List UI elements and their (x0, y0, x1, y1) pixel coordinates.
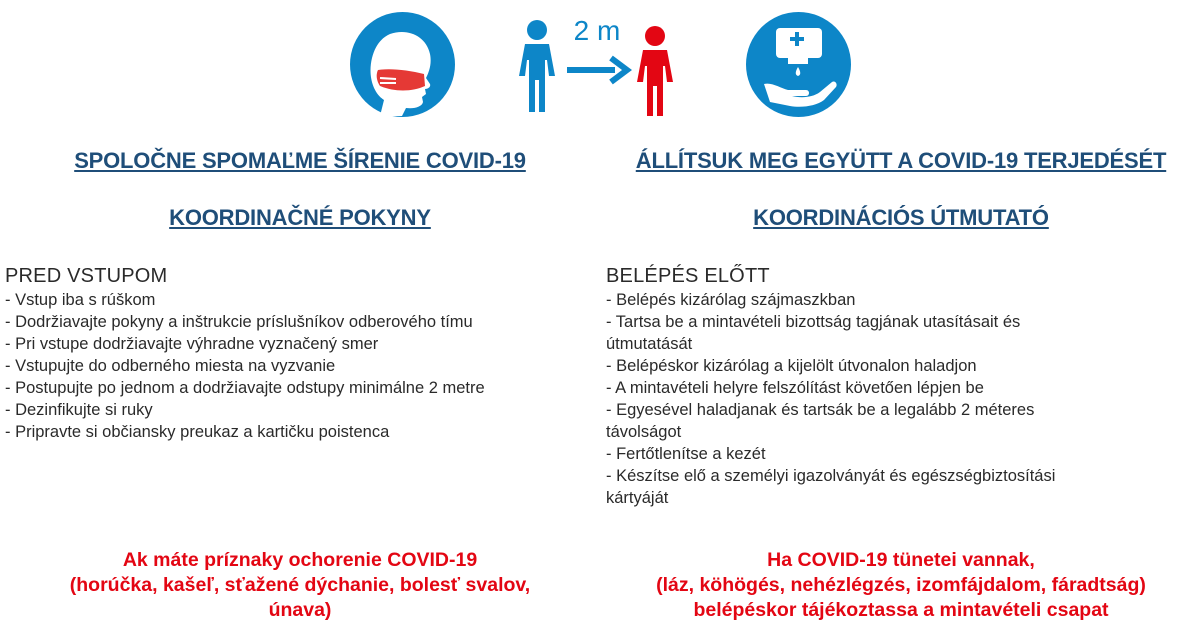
slovak-rules-list (5, 289, 595, 443)
list-item: útmutatását (606, 335, 693, 353)
warning-line: (láz, köhögés, nehézlégzés, izomfájdalom, fáradtság) (656, 574, 1146, 596)
list-item: - Vstupujte do odberného miesta na vyzvanie (5, 357, 336, 375)
list-item: - Dezinfikujte si ruky (5, 401, 153, 419)
slovak-column (5, 142, 595, 443)
list-item: - Pri vstupe dodržiavajte výhradne vyznačený smer (5, 335, 379, 353)
list-item: - Készítse elő a személyi igazolványát és egészségbiztosítási (606, 467, 1056, 485)
hungarian-heading: ÁLLÍTSUK MEG EGYÜTT A COVID-19 TERJEDÉSÉT (635, 148, 1167, 173)
list-item: - Dodržiavajte pokyny a inštrukcie príslušníkov odberového tímu (5, 313, 473, 331)
slovak-subheading: KOORDINAČNÉ POKYNY (169, 205, 431, 230)
list-item: - Tartsa be a mintavételi bizottság tagjának utasításait és (606, 313, 1021, 331)
list-item: - Belépéskor kizárólag a kijelölt útvonalon haladjon (606, 357, 977, 375)
distance-label: 2 m (573, 15, 621, 46)
list-item: - Pripravte si občiansky preukaz a kartičku poistenca (5, 423, 390, 441)
hungarian-rules-list (606, 289, 1196, 509)
slovak-section-title: PRED VSTUPOM (5, 265, 168, 287)
list-item: - Belépés kizárólag szájmaszkban (606, 291, 856, 309)
slovak-heading: SPOLOČNE SPOMAĽME ŠÍRENIE COVID-19 (74, 148, 526, 173)
hungarian-section-title: BELÉPÉS ELŐTT (606, 265, 770, 287)
face-mask-icon (350, 12, 455, 117)
slovak-warning (5, 548, 595, 623)
list-item: távolságot (606, 423, 682, 441)
list-item: - A mintavételi helyre felszólítást követően lépjen be (606, 379, 984, 397)
warning-line: (horúčka, kašeľ, sťažené dýchanie, bolesť svalov, (69, 574, 531, 596)
hungarian-column (606, 142, 1196, 509)
social-distance-icon (515, 8, 680, 126)
hand-sanitizer-icon (746, 12, 851, 117)
list-item: - Vstup iba s rúškom (5, 291, 156, 309)
warning-line: belépéskor tájékoztassa a mintavételi csapat (693, 599, 1109, 621)
warning-line: Ak máte príznaky ochorenie COVID-19 (122, 549, 478, 571)
list-item: - Postupujte po jednom a dodržiavajte odstupy minimálne 2 metre (5, 379, 485, 397)
hungarian-subheading: KOORDINÁCIÓS ÚTMUTATÓ (753, 205, 1049, 230)
list-item: - Fertőtlenítse a kezét (606, 445, 766, 463)
warning-line: únava) (268, 599, 332, 621)
icon-strip (0, 0, 1200, 130)
warning-line: Ha COVID-19 tünetei vannak, (767, 549, 1035, 571)
list-item: kártyáját (606, 489, 669, 507)
hungarian-warning (606, 548, 1196, 623)
list-item: - Egyesével haladjanak és tartsák be a legalább 2 méteres (606, 401, 1035, 419)
